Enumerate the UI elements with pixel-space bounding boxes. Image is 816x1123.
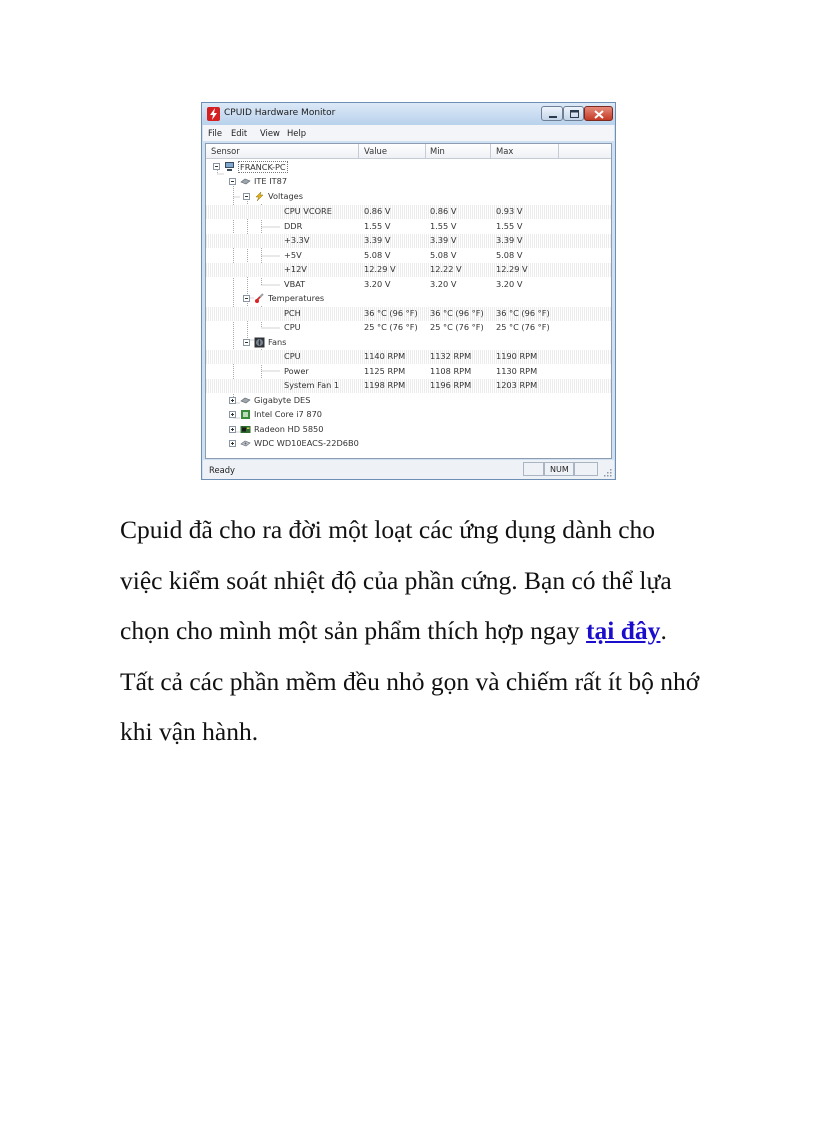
thermometer-icon — [254, 293, 265, 304]
device-name: Gigabyte DES — [254, 395, 311, 405]
menu-help[interactable]: Help — [287, 128, 307, 138]
sensor-name: PCH — [284, 308, 301, 318]
hard-drive-icon — [240, 438, 251, 449]
num-lock-label: NUM — [550, 465, 569, 474]
download-link[interactable]: tại đây — [586, 616, 661, 645]
status-pane — [523, 462, 544, 476]
sensor-tree-view[interactable] — [205, 143, 612, 459]
sensor-value: 36 °C (96 °F) — [364, 308, 418, 318]
gpu-icon — [240, 424, 251, 435]
sensor-max: 1203 RPM — [496, 380, 538, 390]
sensor-value: 5.08 V — [364, 250, 391, 260]
resize-grip-icon[interactable] — [602, 467, 612, 477]
fans-label: Fans — [268, 337, 287, 347]
tree-node-fans[interactable] — [206, 336, 611, 350]
sensor-max: 3.20 V — [496, 279, 523, 289]
sensor-max: 1.55 V — [496, 221, 523, 231]
sensor-name: System Fan 1 — [284, 380, 340, 390]
status-pane — [574, 462, 598, 476]
collapse-icon[interactable] — [229, 178, 236, 185]
device-name: Radeon HD 5850 — [254, 424, 324, 434]
tree-node-computer[interactable] — [206, 160, 611, 174]
sensor-value: 1.55 V — [364, 221, 391, 231]
expand-icon[interactable] — [229, 426, 236, 433]
sensor-name: Power — [284, 366, 309, 376]
tree-node-device[interactable] — [206, 394, 611, 408]
sensor-value: 1140 RPM — [364, 351, 406, 361]
status-bar — [203, 460, 614, 479]
chip-icon — [240, 395, 251, 406]
sensor-row[interactable] — [206, 379, 611, 393]
sensor-value: 0.86 V — [364, 206, 391, 216]
sensor-max: 3.39 V — [496, 235, 523, 245]
sensor-value: 3.39 V — [364, 235, 391, 245]
fan-icon — [254, 337, 265, 348]
sensor-max: 5.08 V — [496, 250, 523, 260]
article-paragraph — [120, 505, 700, 758]
sensor-value: 1125 RPM — [364, 366, 406, 376]
sensor-row[interactable] — [206, 205, 611, 219]
sensor-min: 12.22 V — [430, 264, 462, 274]
chip-name: ITE IT87 — [254, 176, 288, 186]
device-name: Intel Core i7 870 — [254, 409, 322, 419]
sensor-name: DDR — [284, 221, 303, 231]
collapse-icon[interactable] — [243, 295, 250, 302]
tree-node-device[interactable] — [206, 423, 611, 437]
sensor-min: 3.39 V — [430, 235, 457, 245]
sensor-min: 5.08 V — [430, 250, 457, 260]
expand-icon[interactable] — [229, 440, 236, 447]
cpuid-app-icon — [207, 107, 220, 121]
sensor-row[interactable] — [206, 220, 611, 234]
expand-icon[interactable] — [229, 397, 236, 404]
sensor-name: CPU — [284, 351, 301, 361]
tree-node-device[interactable] — [206, 437, 611, 451]
num-lock-indicator — [544, 462, 574, 476]
sensor-min: 1132 RPM — [430, 351, 472, 361]
collapse-icon[interactable] — [243, 339, 250, 346]
minimize-button[interactable] — [541, 106, 563, 121]
column-sensor[interactable]: Sensor — [211, 146, 240, 156]
tree-node-temperatures[interactable] — [206, 292, 611, 306]
computer-name: FRANCK-PC — [240, 162, 286, 172]
sensor-row[interactable] — [206, 263, 611, 277]
hardware-monitor-screenshot — [201, 102, 616, 480]
sensor-row[interactable] — [206, 278, 611, 292]
sensor-min: 1.55 V — [430, 221, 457, 231]
sensor-max: 25 °C (76 °F) — [496, 322, 550, 332]
menu-file[interactable]: File — [208, 128, 223, 138]
sensor-name: VBAT — [284, 279, 306, 289]
collapse-icon[interactable] — [213, 163, 220, 170]
sensor-min: 1196 RPM — [430, 380, 472, 390]
sensor-min: 25 °C (76 °F) — [430, 322, 484, 332]
sensor-row[interactable] — [206, 307, 611, 321]
tree-node-voltages[interactable] — [206, 190, 611, 204]
temperatures-label: Temperatures — [268, 293, 325, 303]
sensor-value: 12.29 V — [364, 264, 396, 274]
sensor-max: 1190 RPM — [496, 351, 538, 361]
sensor-row[interactable] — [206, 365, 611, 379]
close-button[interactable] — [584, 106, 613, 121]
sensor-value: 25 °C (76 °F) — [364, 322, 418, 332]
text-before-link: Cpuid đã cho ra đời một loạt các ứng dụng dành cho việc kiểm soát nhiệt độ của phần cứng. Bạn có thể lựa chọn cho mình một sản phẩm thích hợp ngay — [120, 515, 672, 645]
tree-node-chip[interactable] — [206, 175, 611, 189]
status-text: Ready — [209, 465, 235, 475]
expand-icon[interactable] — [229, 411, 236, 418]
sensor-min: 3.20 V — [430, 279, 457, 289]
voltage-icon — [254, 191, 265, 202]
body-text — [120, 505, 700, 758]
sensor-max: 1130 RPM — [496, 366, 538, 376]
column-max[interactable]: Max — [496, 146, 514, 156]
window-title: CPUID Hardware Monitor — [224, 108, 336, 118]
computer-icon — [224, 161, 235, 172]
sensor-name: +12V — [284, 264, 307, 274]
menu-bar — [203, 125, 614, 141]
sensor-max: 12.29 V — [496, 264, 528, 274]
sensor-name: +5V — [284, 250, 302, 260]
sensor-name: CPU — [284, 322, 301, 332]
tree-node-device[interactable] — [206, 408, 611, 422]
sensor-row[interactable] — [206, 350, 611, 364]
title-bar — [202, 103, 615, 125]
menu-edit[interactable]: Edit — [231, 128, 248, 138]
column-min[interactable]: Min — [430, 146, 445, 156]
collapse-icon[interactable] — [243, 193, 250, 200]
sensor-row[interactable] — [206, 249, 611, 263]
sensor-name: +3.3V — [284, 235, 310, 245]
sensor-name: CPU VCORE — [284, 206, 332, 216]
sensor-row[interactable] — [206, 234, 611, 248]
chip-icon — [240, 176, 251, 187]
voltages-label: Voltages — [268, 191, 303, 201]
menu-view[interactable]: View — [260, 128, 280, 138]
sensor-min: 1108 RPM — [430, 366, 472, 376]
text-after-link: . Tất cả các phần mềm đều nhỏ gọn và chiếm rất ít bộ nhớ khi vận hành. — [120, 616, 700, 746]
sensor-max: 0.93 V — [496, 206, 523, 216]
sensor-value: 3.20 V — [364, 279, 391, 289]
sensor-min: 36 °C (96 °F) — [430, 308, 484, 318]
device-name: WDC WD10EACS-22D6B0 — [254, 438, 359, 448]
sensor-row[interactable] — [206, 321, 611, 335]
maximize-button[interactable] — [563, 106, 584, 121]
sensor-value: 1198 RPM — [364, 380, 406, 390]
sensor-min: 0.86 V — [430, 206, 457, 216]
sensor-max: 36 °C (96 °F) — [496, 308, 550, 318]
cpu-icon — [240, 409, 251, 420]
column-value[interactable]: Value — [364, 146, 387, 156]
